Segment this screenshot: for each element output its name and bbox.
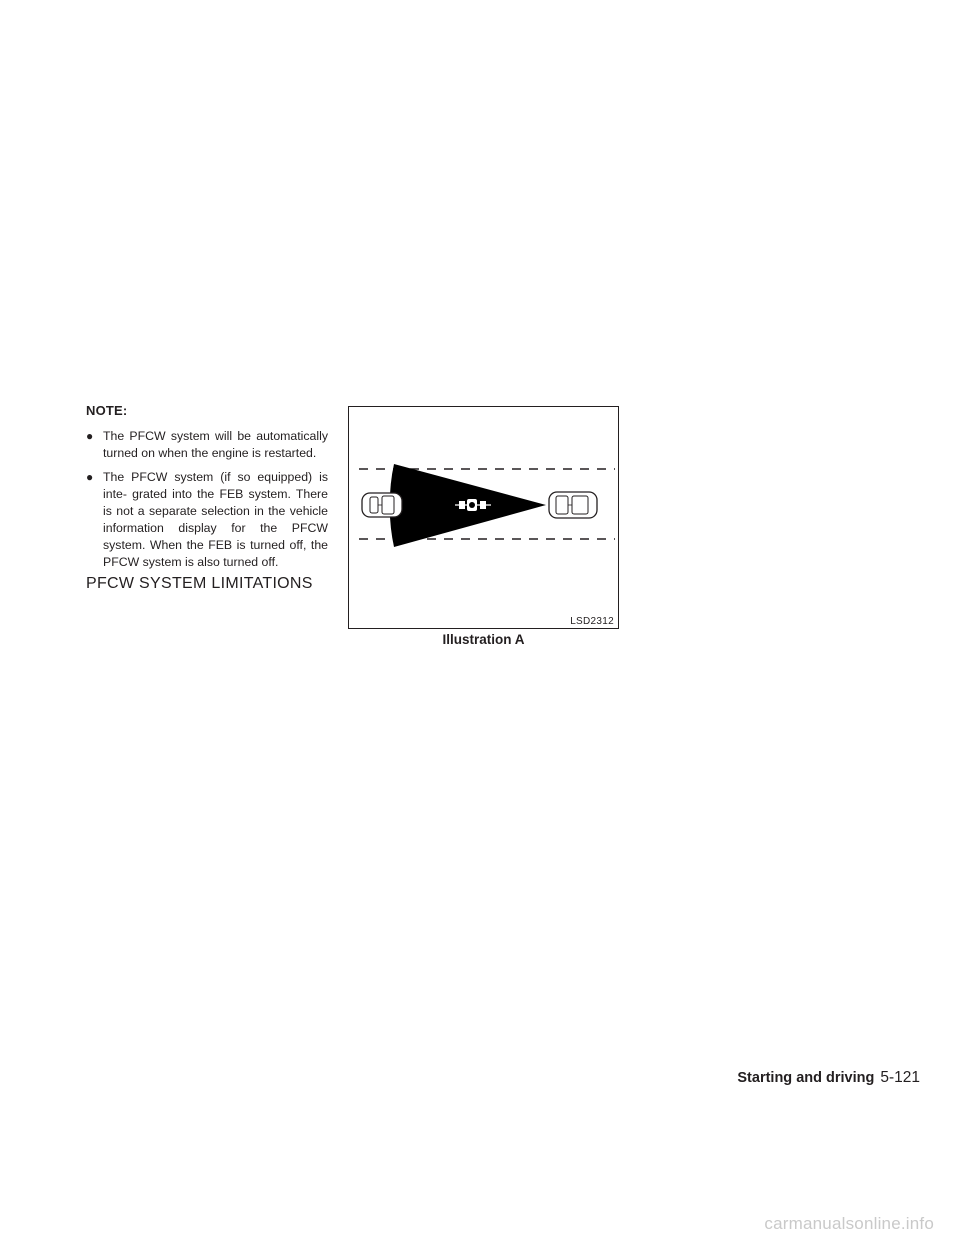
section-heading: PFCW SYSTEM LIMITATIONS <box>86 575 313 593</box>
watermark: carmanualsonline.info <box>764 1214 934 1233</box>
note-bullet-text: The PFCW system will be automatically turned on when the engine is restarted. <box>103 429 328 460</box>
page-number: 5-121 <box>880 1069 920 1086</box>
figure-code: LSD2312 <box>570 616 614 627</box>
note-bullet-item <box>86 428 328 462</box>
note-bullet-item <box>86 469 328 571</box>
own-vehicle-icon <box>362 493 402 517</box>
bullet-icon: ● <box>86 429 94 443</box>
footer-section-title: Starting and driving <box>737 1070 875 1086</box>
note-bullet-text: The PFCW system (if so equipped) is inte- grated into the FEB system. There is not a separate selection in the vehicle information display for the PFCW system. When the FEB is turned off, the PFCW system is also turned off. <box>103 470 328 569</box>
vehicle-ahead-icon <box>549 492 597 518</box>
note-bullet-list <box>86 428 328 578</box>
illustration-drawing <box>349 407 618 628</box>
page-footer <box>737 1069 920 1087</box>
bullet-icon: ● <box>86 470 94 484</box>
note-label: NOTE: <box>86 403 128 418</box>
illustration-figure <box>348 406 619 629</box>
figure-caption: Illustration A <box>442 632 525 647</box>
